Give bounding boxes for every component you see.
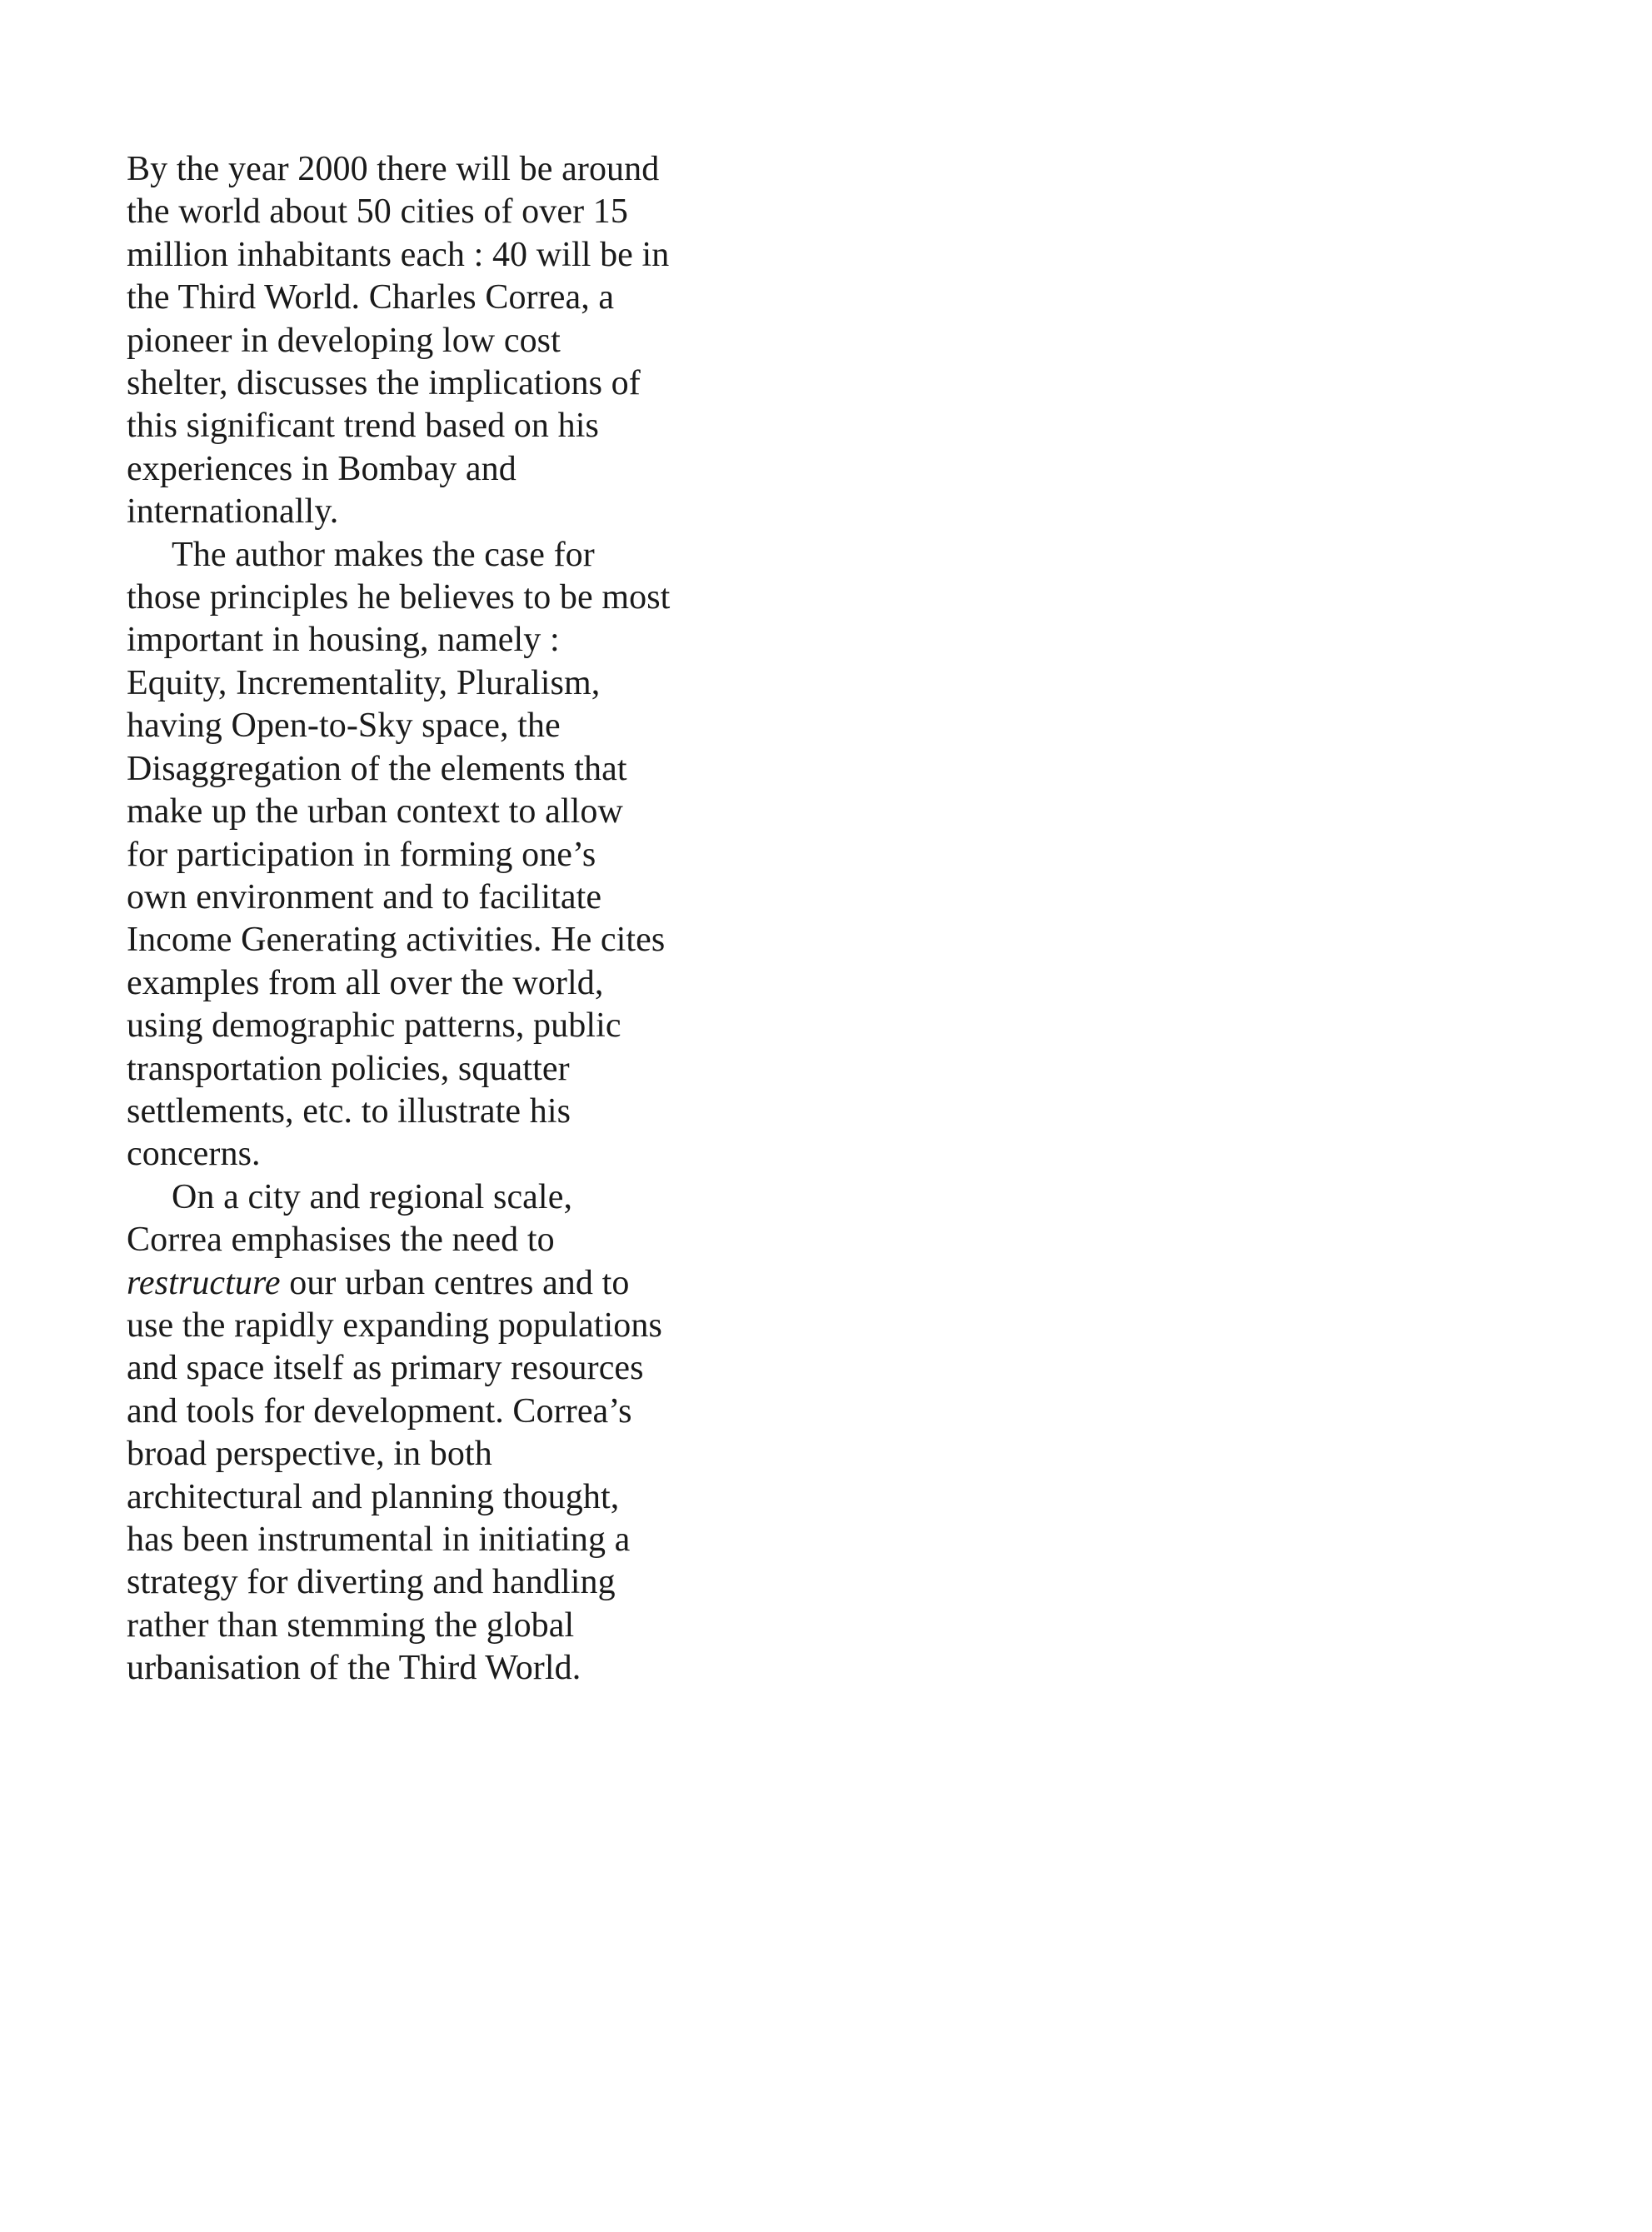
text-line: internationally. (127, 492, 339, 532)
text-line: pioneer in developing low cost (127, 321, 561, 360)
text-line: urbanisation of the Third World. (127, 1649, 581, 1688)
text-line: broad perspective, in both (127, 1435, 492, 1474)
text-line: the Third World. Charles Correa, a (127, 278, 615, 317)
text-line: rather than stemming the global (127, 1605, 575, 1645)
text-line: shelter, discusses the implications of (127, 364, 641, 403)
text-line-remainder: our urban centres and to (280, 1263, 630, 1302)
text-line: million inhabitants each : 40 will be in (127, 235, 670, 274)
blurb-text-column (127, 148, 710, 1690)
text-line: By the year 2000 there will be around (127, 150, 660, 188)
text-line: and space itself as primary resources (127, 1349, 644, 1388)
text-line: make up the urban context to allow (127, 792, 623, 831)
text-line: and tools for development. Correa’s (127, 1391, 632, 1431)
text-line: settlements, etc. to illustrate his (127, 1091, 571, 1131)
text-line-indented: The author makes the case for (172, 535, 595, 574)
paragraph-3 (127, 1176, 710, 1690)
text-line: important in housing, namely : (127, 621, 560, 660)
text-line: Income Generating activities. He cites (127, 921, 666, 960)
text-line: has been instrumental in initiating a (127, 1520, 631, 1559)
text-line: concerns. (127, 1135, 261, 1174)
text-line: the world about 50 cities of over 15 (127, 192, 628, 232)
text-line: own environment and to facilitate (127, 877, 602, 916)
text-line: those principles he believes to be most (127, 578, 671, 617)
text-line: for participation in forming one’s (127, 835, 596, 874)
text-line: this significant trend based on his (127, 407, 599, 446)
text-line: use the rapidly expanding populations (127, 1306, 662, 1345)
text-line: experiences in Bombay and (127, 449, 517, 488)
paragraph-1 (127, 148, 710, 534)
text-line: using demographic patterns, public (127, 1006, 621, 1046)
text-line-with-italic (127, 1262, 710, 1305)
paragraph-2 (127, 534, 710, 1176)
text-line: Equity, Incrementality, Pluralism, (127, 663, 601, 702)
text-line: examples from all over the world, (127, 963, 604, 1002)
text-line: Correa emphasises the need to (127, 1221, 555, 1260)
text-line: strategy for diverting and handling (127, 1563, 616, 1602)
text-line: architectural and planning thought, (127, 1477, 620, 1516)
text-line: transportation policies, squatter (127, 1049, 570, 1088)
text-line: Disaggregation of the elements that (127, 749, 627, 788)
text-line: having Open-to-Sky space, the (127, 707, 561, 746)
italic-word: restructure (127, 1263, 281, 1302)
text-line-indented: On a city and regional scale, (172, 1177, 573, 1216)
